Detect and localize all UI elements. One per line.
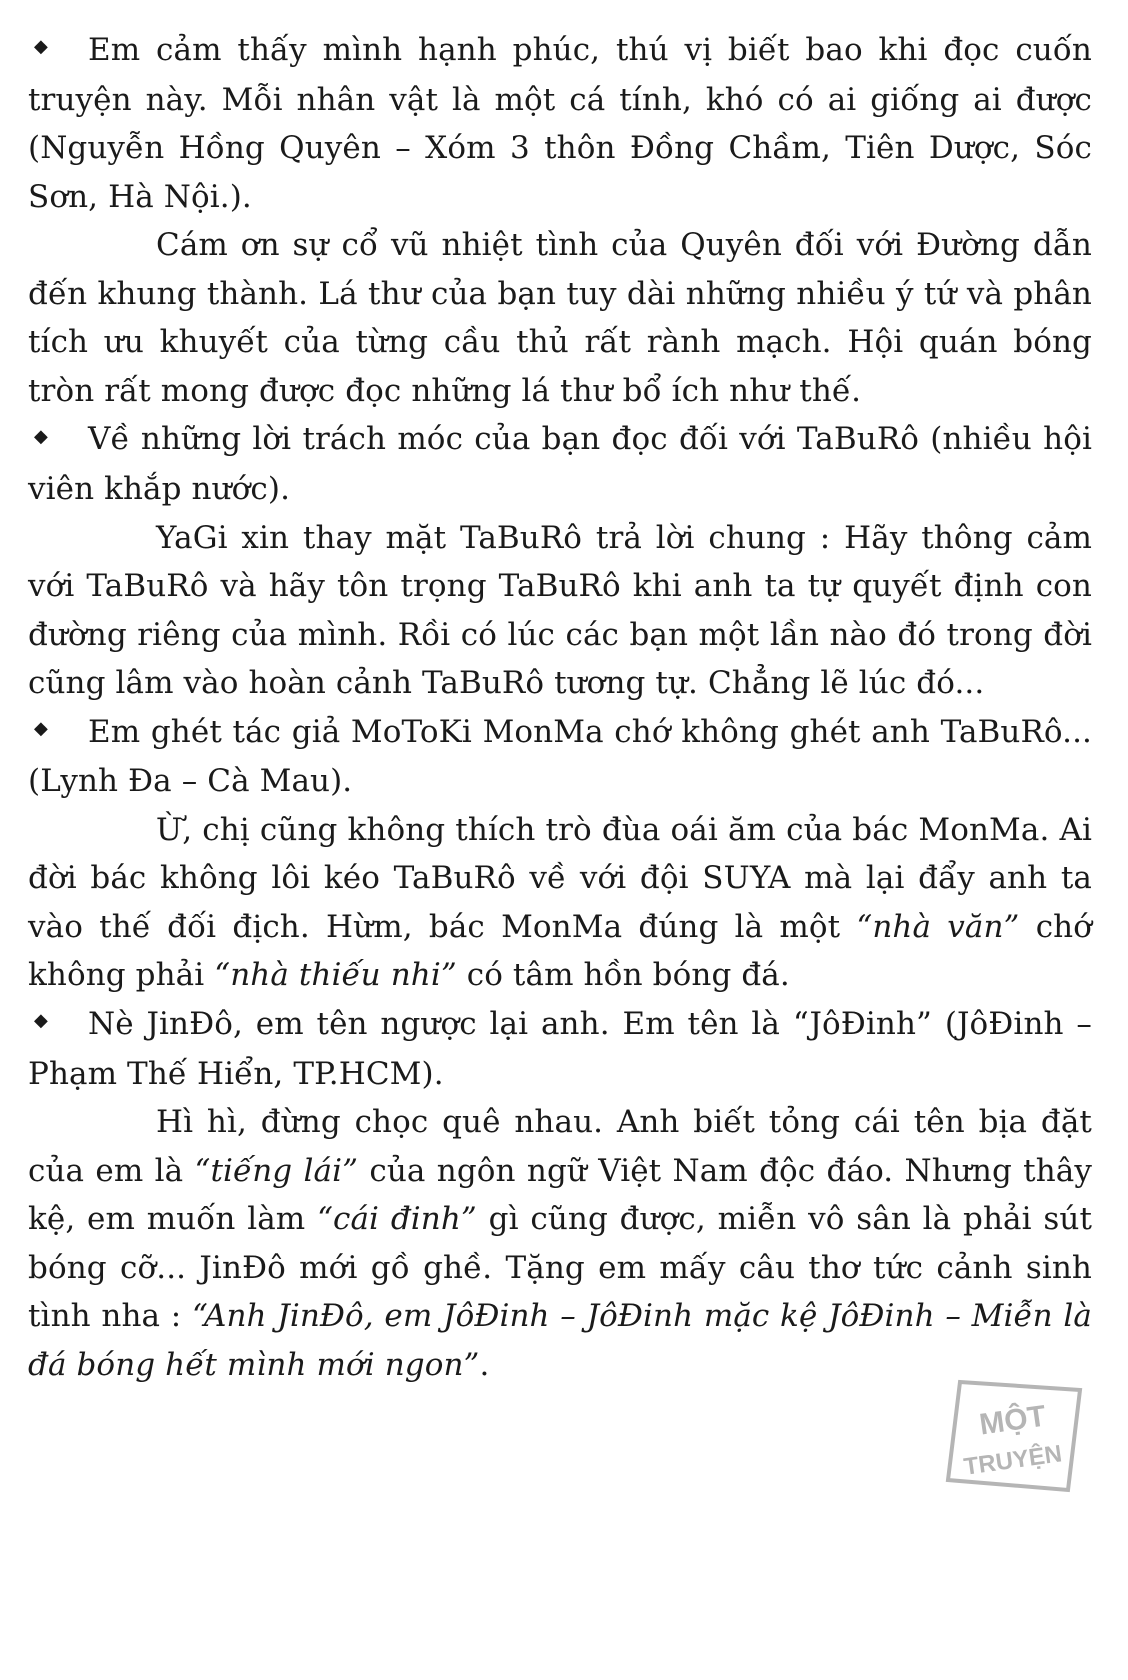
watermark-line-1: MỘT xyxy=(977,1399,1048,1442)
diamond-bullet-icon: ◆ xyxy=(34,1010,48,1031)
quoted-term: “nhà văn” xyxy=(856,908,1020,945)
letter-4 xyxy=(28,1000,1092,1098)
poem-quote: “Anh JinĐô, em JôĐinh – JôĐinh mặc kệ JôĐinh – Miễn là đá bóng hết mình mới ngon” xyxy=(28,1298,1092,1383)
diamond-bullet-icon: ◆ xyxy=(34,717,48,739)
letter-text: Về những lời trách móc của bạn đọc đối với TaBuRô (nhiều hội viên khắp nước). xyxy=(28,421,1092,507)
reply-text: Cám ơn sự cổ vũ nhiệt tình của Quyên đối với Đường dẫn đến khung thành. Lá thư của bạn tuy dài những nhiều ý tứ và phân tích ưu khuyết của từng cầu thủ rất rành mạch. Hội quán bóng tròn rất mong được đọc những lá thư bổ ích như thế. xyxy=(28,227,1092,409)
reply-1 xyxy=(28,221,1092,415)
reply-3 xyxy=(28,806,1092,1000)
watermark-logo-icon xyxy=(940,1372,1090,1502)
quoted-term: “cái đinh” xyxy=(317,1201,477,1237)
reply-text: chớ không phải xyxy=(28,908,1092,994)
quoted-term: “tiếng lái” xyxy=(194,1152,359,1189)
reply-text: có tâm hồn bóng đá. xyxy=(456,957,790,994)
diamond-bullet-icon: ◆ xyxy=(34,425,48,447)
quoted-term: “nhà thiếu nhi” xyxy=(214,957,457,994)
reply-2 xyxy=(28,514,1092,708)
diamond-bullet-icon: ◆ xyxy=(34,36,48,58)
reply-text: YaGi xin thay mặt TaBuRô trả lời chung : Hãy thông cảm với TaBuRô và hãy tôn trọng TaBuRô khi anh ta tự quyết định con đường riêng của mình. Rồi có lúc các bạn một lần nào đó trong đời cũng lâm vào hoàn cảnh TaBuRô tương tự. Chẳng lẽ lúc đó... xyxy=(28,519,1092,701)
watermark-line-2: TRUYỆN xyxy=(962,1440,1064,1481)
letter-2 xyxy=(28,415,1092,513)
reply-text: của ngôn ngữ Việt Nam độc đáo. Nhưng thây kệ, em muốn làm xyxy=(28,1152,1092,1237)
letter-text: Nè JinĐô, em tên ngược lại anh. Em tên là “JôĐinh” (JôĐinh – Phạm Thế Hiển, TP.HCM). xyxy=(28,1005,1092,1092)
letter-text: Em cảm thấy mình hạnh phúc, thú vị biết bao khi đọc cuốn truyện này. Mỗi nhân vật là một cá tính, khó có ai giống ai được (Nguyễn Hồng Quyên – Xóm 3 thôn Đồng Chầm, Tiên Dược, Sóc Sơn, Hà Nội.). xyxy=(28,32,1092,215)
reply-text: Hì hì, đừng chọc quê nhau. Anh biết tỏng cái tên bịa đặt của em là xyxy=(28,1104,1092,1189)
reply-text: Ừ, chị cũng không thích trò đùa oái ăm của bác MonMa. Ai đời bác không lôi kéo TaBuRô về với đội SUYA mà lại đẩy anh ta vào thế đối địch. Hừm, bác MonMa đúng là một xyxy=(28,811,1092,945)
letter-3 xyxy=(28,708,1092,806)
reply-4 xyxy=(28,1098,1092,1389)
reply-text: gì cũng được, miễn vô sân là phải sút bóng cỡ... JinĐô mới gồ ghề. Tặng em mấy câu thơ tức cảnh sinh tình nha : xyxy=(28,1201,1093,1334)
reply-text: . xyxy=(479,1346,490,1383)
letter-1 xyxy=(28,26,1092,221)
letter-text: Em ghét tác giả MoToKi MonMa chớ không ghét anh TaBuRô... (Lynh Đa – Cà Mau). xyxy=(28,713,1092,800)
